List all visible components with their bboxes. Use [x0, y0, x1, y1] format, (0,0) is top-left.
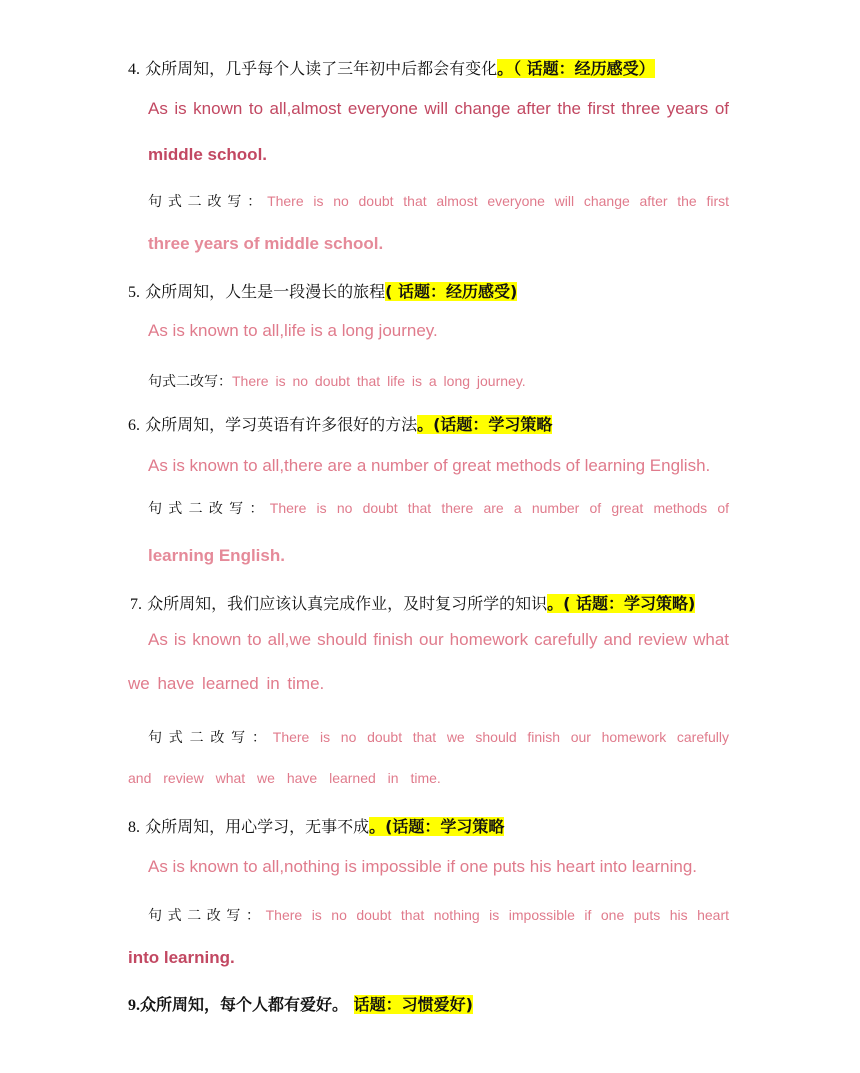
item-number: 5.: [128, 284, 140, 301]
item-4-heading: [128, 56, 655, 79]
example-sentence: As is known to all,we should finish our homework carefully and review what: [148, 630, 729, 649]
item-number: 4.: [128, 61, 140, 78]
rewrite-text-cont-line: [128, 770, 441, 787]
rewrite-label: 句式二改写：: [148, 730, 273, 746]
rewrite-text: There is no doubt that almost everyone will change after the first: [267, 193, 729, 209]
rewrite-text: There is no doubt that life is a long journey.: [232, 373, 526, 389]
topic-highlight: 。（ 话题：经历感受）: [497, 59, 655, 78]
example-sentence: As is known to all,there are a number of great methods of learning English.: [148, 456, 711, 475]
example-sentence: As is known to all,life is a long journey.: [148, 321, 438, 340]
rewrite-line: [148, 727, 729, 747]
rewrite-text-cont: learning English.: [148, 546, 285, 565]
item-title: 众所周知，几乎每个人读了三年初中后都会有变化: [145, 59, 498, 78]
topic-highlight: ( 话题：经历感受): [385, 282, 518, 301]
item-5-heading: [128, 279, 517, 302]
rewrite-label: 句式二改写：: [148, 194, 268, 210]
item-title: 众所周知，学习英语有许多很好的方法: [145, 415, 418, 434]
item-8-heading: [128, 814, 504, 837]
rewrite-label: 句式二改写：: [148, 374, 232, 390]
rewrite-text-cont: and review what we have learned in time.: [128, 770, 441, 786]
rewrite-line: [148, 191, 729, 211]
item-number: 7.: [130, 596, 142, 613]
rewrite-text-cont: three years of middle school.: [148, 234, 384, 253]
item-number: 8.: [128, 819, 140, 836]
item-title: 众所周知，我们应该认真完成作业，及时复习所学的知识: [147, 594, 548, 613]
item-title: 众所周知，用心学习，无事不成: [145, 817, 370, 836]
example-sentence-cont: we have learned in time.: [128, 674, 325, 693]
rewrite-text-cont: into learning.: [128, 948, 235, 967]
example-sentence-cont: middle school.: [148, 145, 268, 164]
item-6-heading: [128, 412, 552, 435]
item-number: 6.: [128, 417, 140, 434]
topic-highlight: 。(话题：学习策略: [417, 415, 553, 434]
rewrite-label: 句式二改写：: [148, 501, 270, 517]
rewrite-line: [148, 498, 729, 518]
topic-highlight: 。(话题：学习策略: [369, 817, 505, 836]
item-7-heading: [130, 591, 695, 614]
rewrite-text: There is no doubt that there are a number of great methods of: [269, 500, 729, 516]
rewrite-text: There is no doubt that we should finish our homework carefully: [272, 729, 730, 745]
rewrite-text: There is no doubt that nothing is impossible if one puts his heart: [265, 907, 729, 923]
rewrite-line: [148, 905, 729, 925]
rewrite-line: [148, 371, 526, 391]
item-title: 众所周知，人生是一段漫长的旅程: [145, 282, 386, 301]
topic-highlight: 话题：习惯爱好): [353, 995, 473, 1014]
item-title: 众所周知，每个人都有爱好。: [140, 995, 349, 1014]
example-sentence: As is known to all,nothing is impossible if one puts his heart into learning.: [148, 857, 698, 876]
item-9-heading: [128, 992, 473, 1015]
example-sentence: As is known to all,almost everyone will change after the first three years of: [148, 99, 729, 118]
item-number: 9.: [128, 997, 140, 1014]
rewrite-label: 句式二改写：: [148, 908, 266, 924]
topic-highlight: 。( 话题：学习策略): [547, 594, 696, 613]
